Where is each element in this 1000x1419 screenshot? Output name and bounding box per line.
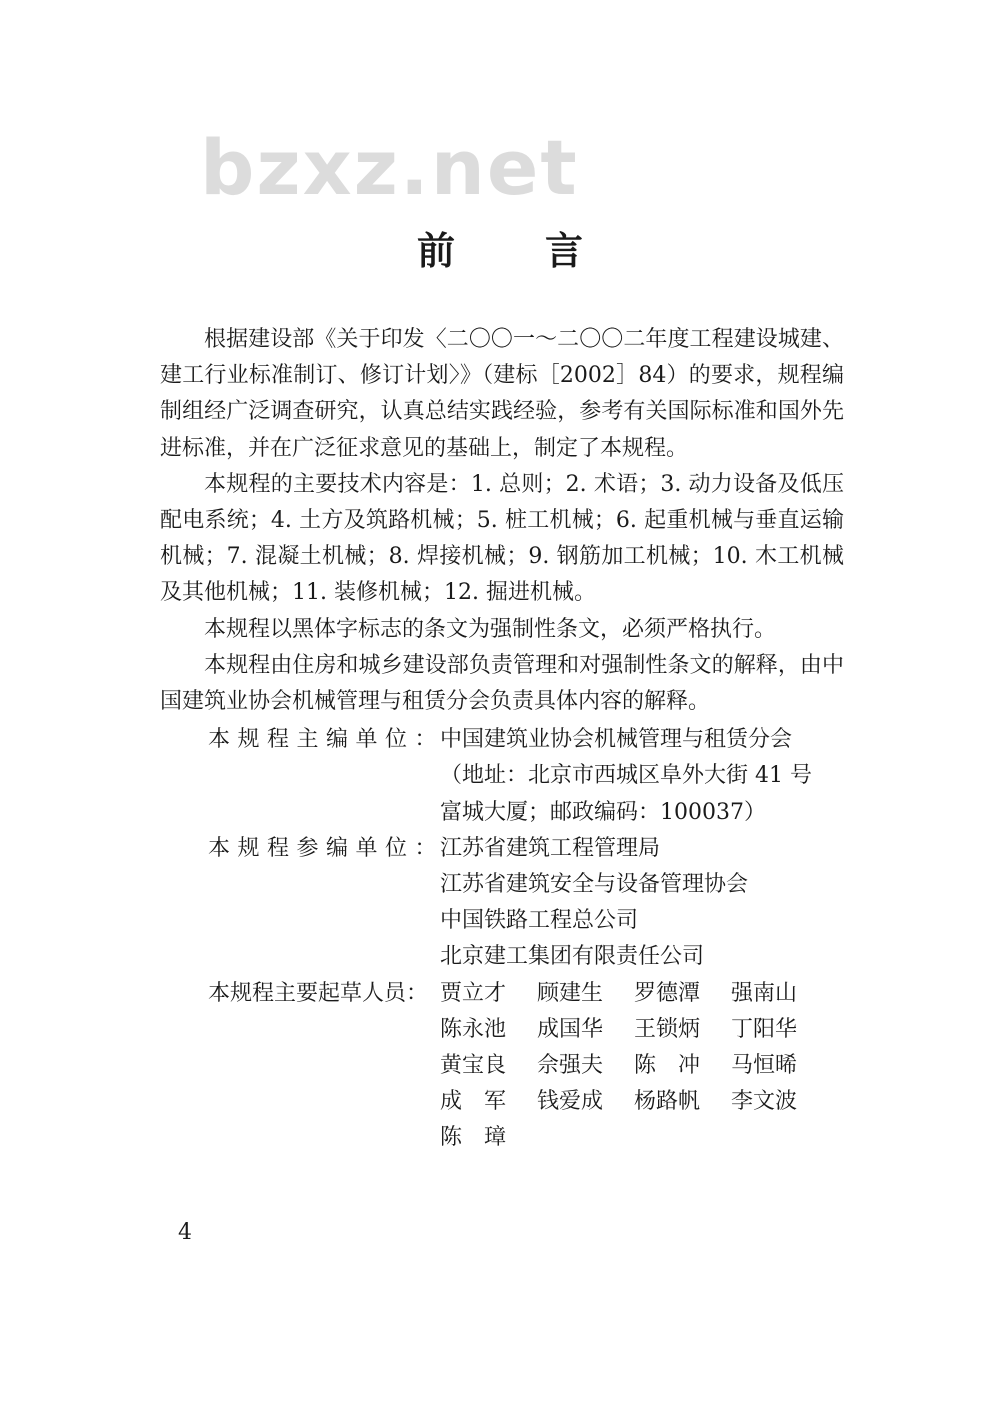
chief-editor-line: 富城大厦；邮政编码：100037）	[440, 799, 766, 825]
drafter-name: 罗德潭	[634, 980, 701, 1006]
drafter-name: 陈 冲	[634, 1053, 701, 1079]
paragraph-management: 本规程由住房和城乡建设部负责管理和对强制性条文的解释，由中国建筑业协会机械管理与租赁分会负责具体内容的解释。	[160, 652, 844, 715]
drafter-name: 佘强夫	[537, 1053, 604, 1079]
drafter-name: 黄宝良	[440, 1053, 507, 1079]
chief-editor-lines	[440, 722, 844, 831]
page-number: 4	[178, 1220, 192, 1245]
drafter-name: 马恒晞	[731, 1053, 798, 1079]
drafter-name: 杨路帆	[634, 1089, 701, 1115]
participating-units-lines	[440, 831, 844, 976]
drafter-name: 强南山	[731, 980, 798, 1006]
drafter-name: 李文波	[731, 1089, 798, 1115]
participating-unit: 中国铁路工程总公司	[440, 908, 639, 934]
participating-unit: 江苏省建筑工程管理局	[440, 835, 661, 861]
drafters-row	[160, 976, 844, 1157]
chief-editor-row	[160, 722, 844, 831]
foreword-body	[160, 322, 844, 1157]
drafter-name: 顾建生	[537, 980, 604, 1006]
participating-unit: 江苏省建筑安全与设备管理协会	[440, 872, 749, 898]
drafter-name: 陈 璋	[440, 1125, 507, 1151]
drafter-name: 成国华	[537, 1016, 604, 1042]
drafters-names	[440, 976, 844, 1157]
page-title: 前言	[416, 228, 673, 273]
drafter-name: 贾立才	[440, 980, 507, 1006]
chief-editor-line: （地址：北京市西城区阜外大街 41 号	[440, 763, 812, 789]
participating-units-row	[160, 831, 844, 976]
participating-unit: 北京建工集团有限责任公司	[440, 944, 705, 970]
paragraph-background: 根据建设部《关于印发〈二〇〇一～二〇〇二年度工程建设城建、建工行业标准制订、修订计划〉》（建标［2002］84）的要求，规程编制组经广泛调查研究，认真总结实践经验，参考有关国际标准和国外先进标准，并在广泛征求意见的基础上，制定了本规程。	[160, 327, 844, 461]
drafter-name: 王锁炳	[634, 1016, 701, 1042]
drafters-label: 本规程主要起草人员：	[208, 980, 429, 1006]
paragraph-mandatory: 本规程以黑体字标志的条文为强制性条文，必须严格执行。	[204, 616, 777, 642]
units-section	[160, 722, 844, 1156]
chief-editor-label: 本规程主编单位：	[208, 727, 445, 753]
drafter-name: 陈永池	[440, 1016, 507, 1042]
drafter-name: 钱爱成	[537, 1089, 604, 1115]
drafter-name: 丁阳华	[731, 1016, 798, 1042]
watermark: bzxz.net	[200, 123, 579, 212]
drafter-name: 成 军	[440, 1089, 507, 1115]
participating-units-label: 本规程参编单位：	[208, 835, 445, 861]
paragraph-contents: 本规程的主要技术内容是：1. 总则；2. 术语；3. 动力设备及低压配电系统；4. 土方及筑路机械；5. 桩工机械；6. 起重机械与垂直运输机械；7. 混凝土机械；8. 焊接机械；9. 钢筋加工机械；10. 木工机械及其他机械；11. 装修机械；12. 掘进机械。	[160, 471, 844, 606]
chief-editor-line: 中国建筑业协会机械管理与租赁分会	[440, 727, 793, 753]
